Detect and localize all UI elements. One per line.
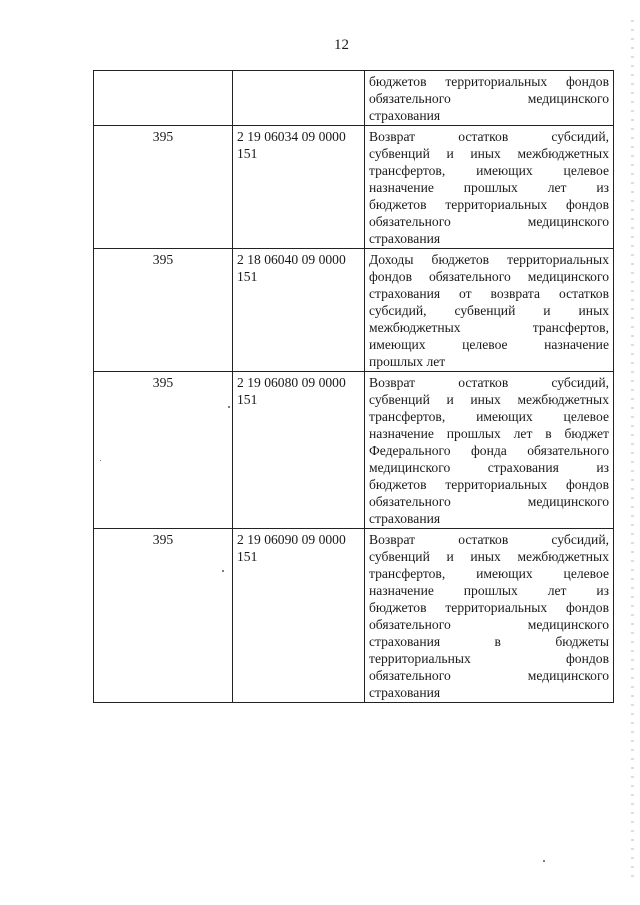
description-line: бюджетов территориальных фондов (369, 74, 609, 89)
budget-code-table (93, 70, 614, 703)
table-row (94, 71, 614, 126)
income-description-cell (365, 249, 614, 372)
description-line: прошлых лет (369, 354, 446, 369)
income-description-cell (365, 372, 614, 529)
description-line: обязательного медицинского (369, 494, 609, 509)
description-line: обязательного медицинского (369, 91, 609, 106)
budget-classification-code-cell: 2 18 06040 09 0000 151 (233, 249, 365, 372)
description-line: Возврат остатков субсидий, (369, 532, 609, 547)
scan-speck (100, 460, 101, 461)
table-row (94, 529, 614, 703)
admin-code-cell: 395 (94, 126, 233, 249)
description-line: трансфертов, имеющих целевое (369, 163, 609, 178)
scan-speck (222, 570, 224, 572)
income-description-cell (365, 529, 614, 703)
description-line: бюджетов территориальных фондов (369, 197, 609, 212)
budget-classification-code-cell (233, 71, 365, 126)
scan-speck (228, 406, 230, 408)
budget-classification-code-cell: 2 19 06080 09 0000 151 (233, 372, 365, 529)
description-line: назначение прошлых лет в бюджет (369, 426, 609, 441)
description-line: Доходы бюджетов территориальных (369, 252, 609, 267)
description-line: страхования в бюджеты (369, 634, 609, 649)
admin-code-cell: 395 (94, 249, 233, 372)
description-line: страхования от возврата остатков (369, 286, 609, 301)
description-line: бюджетов территориальных фондов (369, 477, 609, 492)
description-line: трансфертов, имеющих целевое (369, 409, 609, 424)
description-line: субсидий, субвенций и иных (369, 303, 609, 318)
description-line: Возврат остатков субсидий, (369, 129, 609, 144)
description-line: бюджетов территориальных фондов (369, 600, 609, 615)
description-line: субвенций и иных межбюджетных (369, 549, 609, 564)
page-number: 12 (334, 37, 349, 53)
admin-code-cell (94, 71, 233, 126)
description-line: трансфертов, имеющих целевое (369, 566, 609, 581)
description-line: имеющих целевое назначение (369, 337, 609, 352)
description-line: территориальных фондов (369, 651, 609, 666)
budget-classification-code-cell: 2 19 06090 09 0000 151 (233, 529, 365, 703)
budget-classification-code-cell: 2 19 06034 09 0000 151 (233, 126, 365, 249)
description-line: Федерального фонда обязательного (369, 443, 609, 458)
description-line: страхования (369, 108, 441, 123)
description-line: назначение прошлых лет из (369, 180, 609, 195)
description-line: медицинского страхования из (369, 460, 609, 475)
description-line: страхования (369, 511, 441, 526)
description-line: Возврат остатков субсидий, (369, 375, 609, 390)
table-row (94, 372, 614, 529)
description-line: страхования (369, 231, 441, 246)
scan-edge-noise (631, 20, 634, 880)
description-line: фондов обязательного медицинского (369, 269, 609, 284)
description-line: обязательного медицинского (369, 668, 609, 683)
table-body (94, 71, 614, 703)
income-description-cell (365, 71, 614, 126)
description-line: субвенций и иных межбюджетных (369, 146, 609, 161)
table-row (94, 249, 614, 372)
description-line: назначение прошлых лет из (369, 583, 609, 598)
description-line: обязательного медицинского (369, 617, 609, 632)
table-row (94, 126, 614, 249)
description-line: субвенций и иных межбюджетных (369, 392, 609, 407)
description-line: межбюджетных трансфертов, (369, 320, 609, 335)
scan-speck (543, 860, 545, 862)
income-description-cell (365, 126, 614, 249)
admin-code-cell: 395 (94, 372, 233, 529)
description-line: страхования (369, 685, 441, 700)
admin-code-cell: 395 (94, 529, 233, 703)
description-line: обязательного медицинского (369, 214, 609, 229)
